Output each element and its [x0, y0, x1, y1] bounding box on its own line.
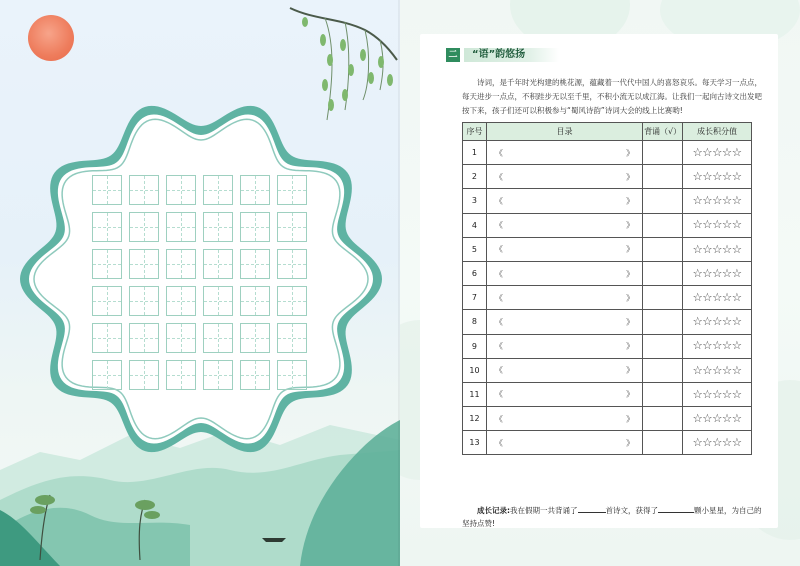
writing-grid-cell — [203, 323, 233, 353]
star-rating-icon[interactable]: ☆☆☆☆☆ — [692, 193, 742, 208]
table-row — [463, 261, 752, 285]
writing-grid-cell — [92, 360, 122, 390]
sun-illustration — [28, 15, 74, 61]
star-rating-icon[interactable]: ☆☆☆☆☆ — [692, 169, 742, 184]
score-cell[interactable] — [683, 165, 752, 189]
header-title: 目录 — [486, 123, 642, 141]
writing-grid-cell — [129, 286, 159, 316]
header-number: 序号 — [463, 123, 487, 141]
score-cell[interactable] — [683, 358, 752, 382]
boat-illustration — [262, 536, 286, 542]
section-number: 二 — [446, 48, 460, 62]
book-quote-open: 《 — [494, 414, 503, 424]
recite-check-cell[interactable] — [643, 261, 683, 285]
book-quote-close: 》 — [626, 438, 635, 448]
table-row — [463, 165, 752, 189]
book-quote-open: 《 — [494, 293, 503, 303]
table-row — [463, 431, 752, 455]
writing-grid-cell — [166, 323, 196, 353]
score-cell[interactable] — [683, 141, 752, 165]
recite-check-cell[interactable] — [643, 286, 683, 310]
book-quote-open: 《 — [494, 172, 503, 182]
recite-check-cell[interactable] — [643, 407, 683, 431]
writing-grid-cell — [92, 175, 122, 205]
writing-grid-cell — [277, 212, 307, 242]
intro-paragraph: 诗词，是千年时光构建的桃花源，蕴藏着一代代中国人的喜怒哀乐。每天学习一点点，每天进步一点点，不积跬步无以至千里，不积小流无以成江海。让我们一起向古诗文出发吧按下来，孩子们还可以积极参与“蜀风诗韵”诗词大会的线上比赛哟! — [462, 78, 762, 115]
table-row — [463, 407, 752, 431]
writing-grid-cell — [92, 212, 122, 242]
table-row — [463, 310, 752, 334]
poem-title-cell[interactable] — [486, 261, 642, 285]
recite-check-cell[interactable] — [643, 141, 683, 165]
book-quote-open: 《 — [494, 438, 503, 448]
table-header-row — [463, 123, 752, 141]
score-cell[interactable] — [683, 382, 752, 406]
writing-grid-cell — [277, 249, 307, 279]
poem-count-blank[interactable] — [578, 504, 606, 513]
poem-title-cell[interactable] — [486, 310, 642, 334]
growth-text-2: 首诗文，获得了 — [605, 506, 658, 515]
book-quote-open: 《 — [494, 341, 503, 351]
row-number: 3 — [463, 189, 487, 213]
table-row — [463, 358, 752, 382]
writing-grid-cell — [203, 212, 233, 242]
writing-grid-cell — [166, 212, 196, 242]
poem-title-cell[interactable] — [486, 165, 642, 189]
recite-check-cell[interactable] — [643, 358, 683, 382]
book-quote-open: 《 — [494, 365, 503, 375]
row-number: 11 — [463, 382, 487, 406]
recite-check-cell[interactable] — [643, 431, 683, 455]
poem-title-cell[interactable] — [486, 286, 642, 310]
poem-title-cell[interactable] — [486, 358, 642, 382]
star-rating-icon[interactable]: ☆☆☆☆☆ — [692, 362, 742, 377]
recite-check-cell[interactable] — [643, 213, 683, 237]
poem-recitation-table — [462, 122, 752, 455]
row-number: 1 — [463, 141, 487, 165]
writing-grid-cell — [92, 249, 122, 279]
score-cell[interactable] — [683, 213, 752, 237]
poem-title-cell[interactable] — [486, 407, 642, 431]
row-number: 7 — [463, 286, 487, 310]
writing-grid-cell — [240, 212, 270, 242]
writing-grid-cell — [240, 360, 270, 390]
table-row — [463, 189, 752, 213]
row-number: 9 — [463, 334, 487, 358]
star-rating-icon[interactable]: ☆☆☆☆☆ — [692, 289, 742, 304]
book-quote-close: 》 — [626, 269, 635, 279]
book-quote-close: 》 — [626, 365, 635, 375]
star-rating-icon[interactable]: ☆☆☆☆☆ — [692, 314, 742, 329]
writing-grid-cell — [203, 286, 233, 316]
row-number: 4 — [463, 213, 487, 237]
writing-grid-cell — [203, 360, 233, 390]
writing-grid-cell — [129, 212, 159, 242]
writing-grid-cell — [240, 323, 270, 353]
content-panel — [420, 34, 778, 528]
writing-grid-cell — [166, 360, 196, 390]
book-quote-open: 《 — [494, 269, 503, 279]
poem-title-cell[interactable] — [486, 237, 642, 261]
writing-grid-cell — [166, 175, 196, 205]
table-row — [463, 382, 752, 406]
book-quote-close: 》 — [626, 414, 635, 424]
writing-grid-cell — [166, 249, 196, 279]
book-quote-open: 《 — [494, 244, 503, 254]
score-cell[interactable] — [683, 237, 752, 261]
writing-grid-cell — [92, 323, 122, 353]
writing-grid-cell — [240, 249, 270, 279]
table-row — [463, 334, 752, 358]
book-quote-open: 《 — [494, 389, 503, 399]
book-quote-open: 《 — [494, 220, 503, 230]
book-quote-close: 》 — [626, 172, 635, 182]
recite-check-cell[interactable] — [643, 237, 683, 261]
book-quote-close: 》 — [626, 196, 635, 206]
score-cell[interactable] — [683, 261, 752, 285]
growth-text-1: 我在假期一共背诵了 — [510, 506, 578, 515]
poem-title-cell[interactable] — [486, 189, 642, 213]
book-quote-close: 》 — [626, 293, 635, 303]
writing-grid-cell — [129, 249, 159, 279]
star-rating-icon[interactable]: ☆☆☆☆☆ — [692, 241, 742, 256]
writing-grid-cell — [240, 286, 270, 316]
section-header — [446, 46, 559, 64]
star-count-blank[interactable] — [658, 504, 694, 513]
row-number: 13 — [463, 431, 487, 455]
poem-title-cell[interactable] — [486, 431, 642, 455]
star-rating-icon[interactable]: ☆☆☆☆☆ — [692, 435, 742, 450]
score-cell[interactable] — [683, 189, 752, 213]
row-number: 5 — [463, 237, 487, 261]
writing-grid-cell — [277, 175, 307, 205]
recite-check-cell[interactable] — [643, 165, 683, 189]
recite-check-cell[interactable] — [643, 310, 683, 334]
header-score: 成长积分值 — [683, 123, 752, 141]
book-quote-close: 》 — [626, 341, 635, 351]
poem-title-cell[interactable] — [486, 382, 642, 406]
poem-title-cell[interactable] — [486, 141, 642, 165]
writing-grid-cell — [129, 323, 159, 353]
star-rating-icon[interactable]: ☆☆☆☆☆ — [692, 144, 742, 159]
writing-grid-cell — [166, 286, 196, 316]
row-number: 6 — [463, 261, 487, 285]
score-cell[interactable] — [683, 407, 752, 431]
star-rating-icon[interactable]: ☆☆☆☆☆ — [692, 217, 742, 232]
writing-grid-cell — [129, 360, 159, 390]
book-quote-open: 《 — [494, 317, 503, 327]
table-row — [463, 141, 752, 165]
header-recite: 背诵（√） — [643, 123, 683, 141]
writing-grid-cell — [277, 323, 307, 353]
writing-grid — [92, 175, 307, 390]
section-title: “语”韵悠扬 — [464, 48, 559, 62]
book-quote-open: 《 — [494, 196, 503, 206]
row-number: 2 — [463, 165, 487, 189]
writing-grid-cell — [203, 175, 233, 205]
score-cell[interactable] — [683, 431, 752, 455]
writing-grid-cell — [277, 286, 307, 316]
book-quote-close: 》 — [626, 220, 635, 230]
table-row — [463, 237, 752, 261]
table-row — [463, 286, 752, 310]
poem-title-cell[interactable] — [486, 213, 642, 237]
star-rating-icon[interactable]: ☆☆☆☆☆ — [692, 386, 742, 401]
row-number: 12 — [463, 407, 487, 431]
star-rating-icon[interactable]: ☆☆☆☆☆ — [692, 265, 742, 280]
writing-grid-cell — [240, 175, 270, 205]
row-number: 8 — [463, 310, 487, 334]
score-cell[interactable] — [683, 286, 752, 310]
recite-check-cell[interactable] — [643, 334, 683, 358]
growth-text-3: 颗小星星，为自己的坚持点赞! — [462, 506, 762, 528]
score-cell[interactable] — [683, 334, 752, 358]
poem-title-cell[interactable] — [486, 334, 642, 358]
book-quote-close: 》 — [626, 148, 635, 158]
book-quote-close: 》 — [626, 317, 635, 327]
score-cell[interactable] — [683, 310, 752, 334]
writing-grid-cell — [203, 249, 233, 279]
book-quote-close: 》 — [626, 244, 635, 254]
book-quote-close: 》 — [626, 389, 635, 399]
writing-grid-cell — [277, 360, 307, 390]
recite-check-cell[interactable] — [643, 382, 683, 406]
star-rating-icon[interactable]: ☆☆☆☆☆ — [692, 338, 742, 353]
growth-label: 成长记录: — [477, 506, 510, 515]
recite-check-cell[interactable] — [643, 189, 683, 213]
table-row — [463, 213, 752, 237]
growth-record — [462, 504, 762, 530]
row-number: 10 — [463, 358, 487, 382]
book-quote-open: 《 — [494, 148, 503, 158]
right-page — [400, 0, 800, 566]
star-rating-icon[interactable]: ☆☆☆☆☆ — [692, 410, 742, 425]
writing-grid-cell — [129, 175, 159, 205]
writing-grid-cell — [92, 286, 122, 316]
